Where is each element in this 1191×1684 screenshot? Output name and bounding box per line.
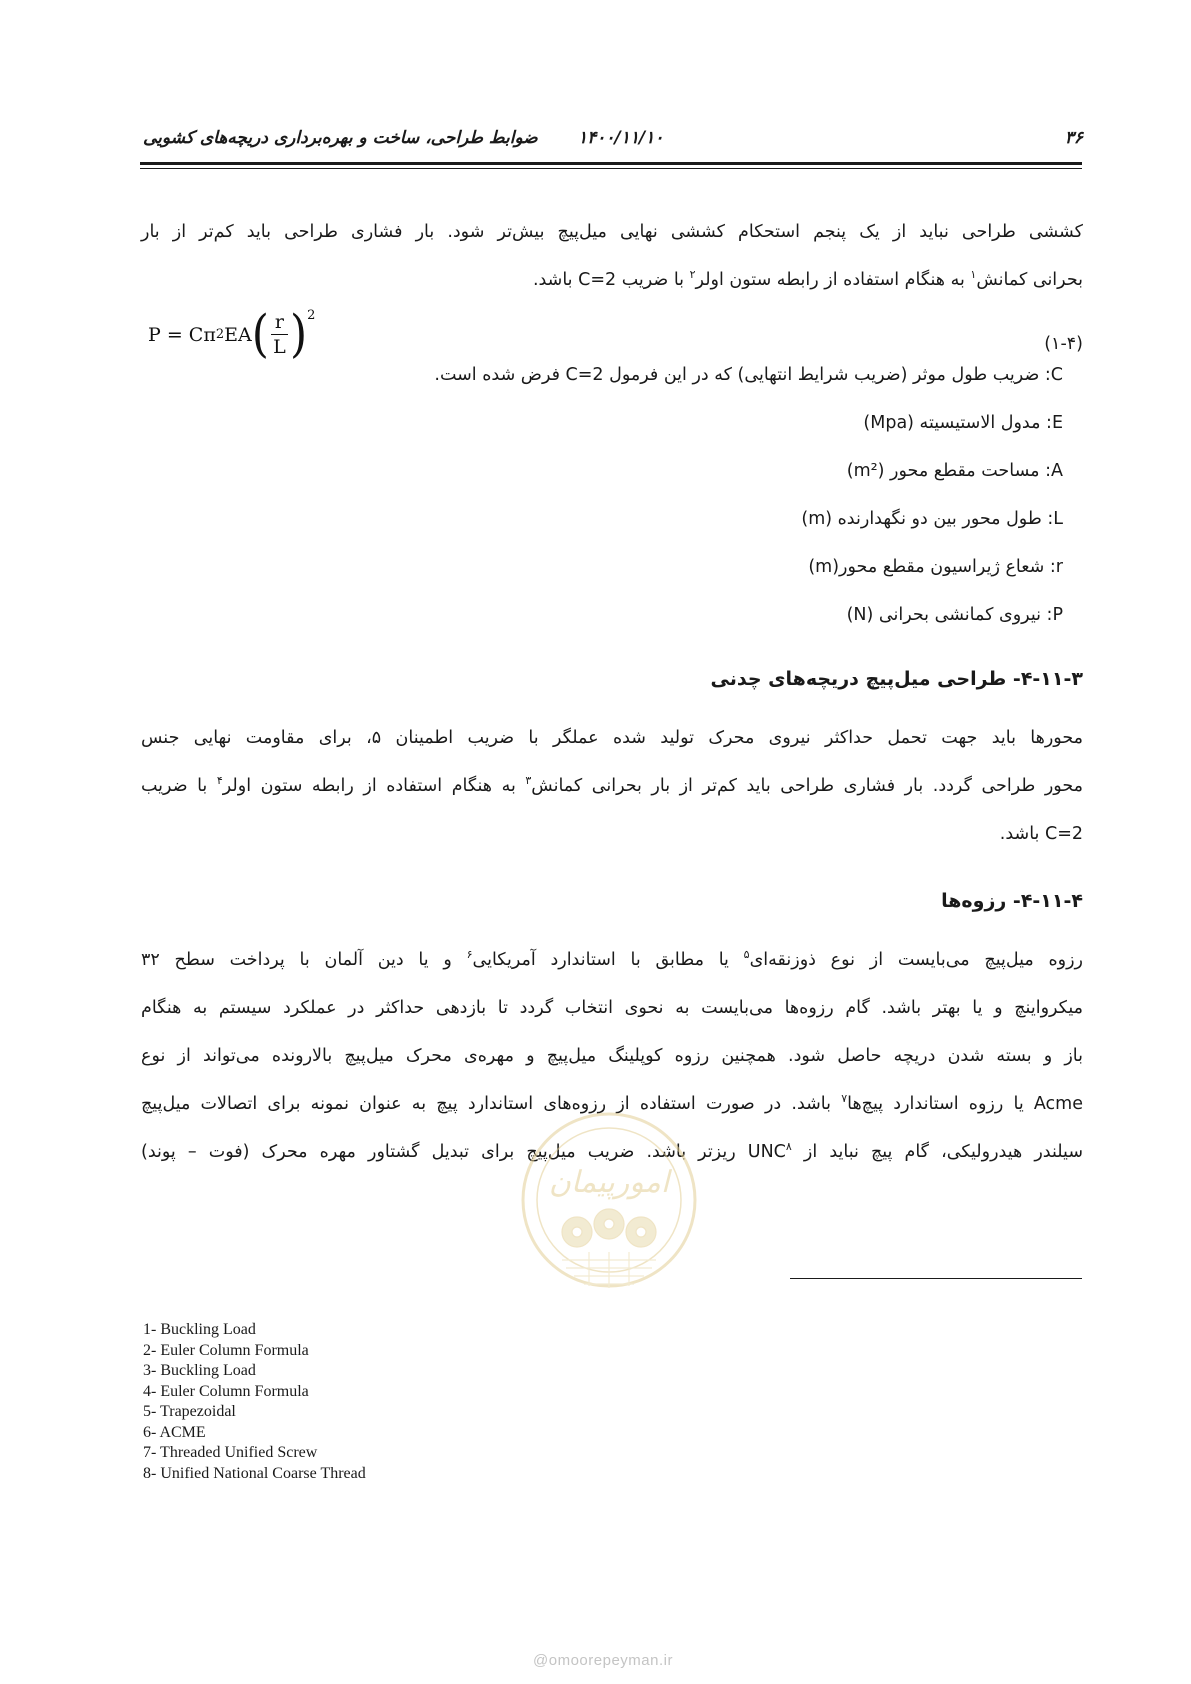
formula-ea: EA bbox=[224, 323, 252, 346]
paragraph-line: کششی طراحی نباید از یک پنجم استحکام کششی نهایی میل‌پیچ بیش‌تر شود. بار فشاری طراحی باید کم‌تر از بار bbox=[141, 222, 1083, 242]
header-rule-thin bbox=[140, 168, 1082, 169]
equation-number: (۱-۴) bbox=[1044, 334, 1083, 354]
footnote-item: 7- Threaded Unified Screw bbox=[143, 1444, 318, 1461]
variable-definition: L: طول محور بین دو نگهدارنده (m) bbox=[801, 509, 1063, 529]
paragraph-line: باز و بسته شدن دریچه حاصل شود. همچنین رزوه کوپلینگ میل‌پیچ و مهره‌ی محرک میل‌پیچ بالارونده می‌تواند از نوع bbox=[141, 1046, 1083, 1066]
formula-fraction bbox=[271, 310, 288, 359]
fraction-numerator: r bbox=[271, 310, 288, 335]
page-number: ۳۶ bbox=[1064, 128, 1083, 148]
watermark-seal-icon bbox=[514, 1100, 704, 1310]
variable-definition: r: شعاع ژیراسیون مقطع محور(m) bbox=[808, 557, 1063, 577]
paragraph-line: محور طراحی گردد. بار فشاری طراحی باید کم‌تر از بار بحرانی کمانش$^۳$ به هنگام استفاده از رابطه ستون اولر$^۴$ با ضریب bbox=[141, 774, 1083, 796]
footnote-ref[interactable]: ۳ bbox=[525, 774, 532, 788]
seal-lettering: امورپیمان bbox=[548, 1165, 670, 1200]
formula-lhs: P = Cπ bbox=[148, 323, 216, 346]
section-heading: ۴-۱۱-۳- طراحی میل‌پیچ دریچه‌های چدنی bbox=[710, 668, 1083, 690]
paragraph-line: C=2 باشد. bbox=[999, 824, 1083, 844]
footnote-item: 8- Unified National Coarse Thread bbox=[143, 1464, 366, 1482]
footnote-item: 1- Buckling Load bbox=[143, 1321, 256, 1338]
footnote-item: 2- Euler Column Formula bbox=[143, 1341, 309, 1359]
fraction-denominator: L bbox=[273, 336, 286, 358]
paragraph-line: بحرانی کمانش$^۱$ به هنگام استفاده از رابطه ستون اولر$^۲$ با ضریب C=2 باشد. bbox=[532, 268, 1083, 290]
footnote-ref[interactable]: ۷ bbox=[841, 1092, 848, 1106]
paragraph-line: رزوه میل‌پیچ می‌بایست از نوع ذوزنقه‌ای$^۵$ یا مطابق با استاندارد آمریکایی$^۶$ و یا دین آلمان با پرداخت سطح ۳۲ bbox=[141, 948, 1084, 970]
paragraph-line: میکرواینچ و یا بهتر باشد. گام رزوه‌ها می‌بایست به نحوی انتخاب گردد تا بازدهی حداکثر در عملکرد سیستم به هنگام bbox=[141, 998, 1083, 1018]
variable-definition: P: نیروی کمانشی بحرانی (N) bbox=[846, 605, 1063, 625]
header-date: ۱۴۰۰/۱۱/۱۰ bbox=[578, 128, 664, 148]
footnote-item: 3- Buckling Load bbox=[143, 1362, 256, 1379]
footnote-ref[interactable]: ۴ bbox=[216, 774, 223, 788]
variable-definition: C: ضریب طول موثر (ضریب شرایط انتهایی) که در این فرمول C=2 فرض شده است. bbox=[434, 365, 1063, 385]
variable-definition: E: مدول الاستیسیته (Mpa) bbox=[863, 413, 1063, 433]
footnote-ref[interactable]: ۵ bbox=[743, 948, 750, 962]
footnote-ref[interactable]: ۶ bbox=[466, 948, 473, 962]
watermark-url: @omoorepeyman.ir bbox=[533, 1652, 673, 1669]
euler-formula: P = Cπ 2 EA ( $\frac{r}{L}$ ) 2 bbox=[148, 304, 316, 364]
running-title: ضوابط طراحی، ساخت و بهره‌برداری دریچه‌های کشویی bbox=[143, 128, 538, 148]
section-heading: ۴-۱۱-۴- رزوه‌ها bbox=[941, 890, 1083, 912]
formula-outer-exponent: 2 bbox=[307, 308, 316, 323]
footnote-ref[interactable]: ۱ bbox=[970, 268, 977, 282]
paragraph-line: Acme یا رزوه استاندارد پیچ‌ها$^۷$ باشد. در صورت استفاده از رزوه‌های استاندارد پیچ به عنوان نمونه برای اتصالات میل‌پیچ bbox=[141, 1092, 1083, 1114]
paragraph-line: محورها باید جهت تحمل حداکثر نیروی محرک تولید شده عملگر با ضریب اطمینان ۵، برای مقاومت نهایی جنس bbox=[141, 728, 1084, 748]
footnote-separator bbox=[790, 1278, 1082, 1279]
footnote-ref[interactable]: ۸ bbox=[785, 1140, 792, 1154]
footnote-list bbox=[143, 1320, 366, 1484]
footnote-item: 4- Euler Column Formula bbox=[143, 1382, 309, 1400]
right-paren: ) bbox=[289, 304, 308, 364]
footnote-item: 6- ACME bbox=[143, 1423, 206, 1441]
variable-definition: A: مساحت مقطع محور (m²) bbox=[846, 461, 1063, 481]
left-paren: ( bbox=[251, 304, 269, 364]
paragraph-line: سیلندر هیدرولیکی، گام پیچ نباید از UNC$^۸$ ریزتر باشد. ضریب میل‌پیچ برای تبدیل گشتاور مهره محرک (فوت – پوند) bbox=[141, 1140, 1083, 1162]
footnote-ref[interactable]: ۲ bbox=[689, 268, 696, 282]
footnote-item: 5- Trapezoidal bbox=[143, 1403, 236, 1420]
header-rule-thick bbox=[140, 162, 1082, 165]
